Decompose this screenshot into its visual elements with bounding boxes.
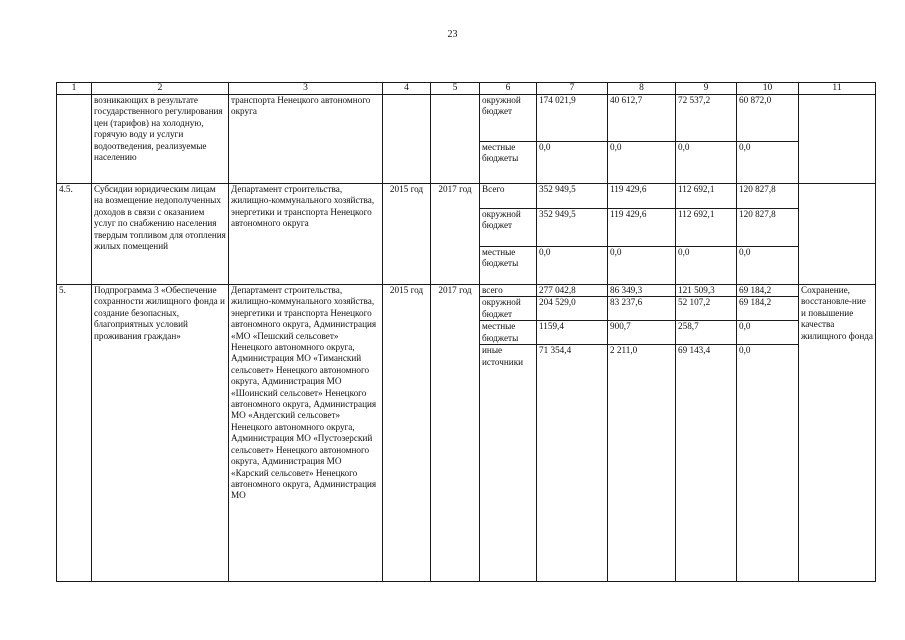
source-label: Всего [480,184,537,209]
goal-cell [799,95,876,184]
row-number-cell: 5. [57,285,92,582]
value-cell: 1159,4 [537,321,608,345]
page-number: 23 [447,29,458,40]
col-header: 1 [57,83,92,95]
col-header: 5 [431,83,480,95]
goal-cell [799,184,876,285]
value-cell: 69 143,4 [676,345,737,582]
value-cell: 0,0 [537,142,608,184]
value-cell: 119 429,6 [608,209,676,247]
table-row [57,95,876,142]
col-header: 10 [737,83,799,95]
value-cell: 60 872,0 [737,95,799,142]
row-number-cell: 4.5. [57,184,92,285]
start-year-cell: 2015 год [383,184,431,285]
end-year-cell [431,95,480,184]
col-header: 8 [608,83,676,95]
measure-cell: Субсидии юридическим лицам на возмещение недополученных доходов в связи с оказанием услуг по снабжению населения твердым топливом для отопления жилых помещений [92,184,229,285]
source-label: местные бюджеты [480,321,537,345]
value-cell: 69 184,2 [737,285,799,297]
value-cell: 0,0 [737,321,799,345]
value-cell: 0,0 [608,247,676,285]
start-year-cell: 2015 год [383,285,431,582]
value-cell: 83 237,6 [608,297,676,321]
value-cell: 86 349,3 [608,285,676,297]
row-number-cell [57,95,92,184]
value-cell: 0,0 [737,345,799,582]
value-cell: 71 354,4 [537,345,608,582]
measure-cell: возникающих в результате государственного регулирования цен (тарифов) на холодную, горячую воду и услуги водоотведения, реализуемые населению [92,95,229,184]
end-year-cell: 2017 год [431,184,480,285]
table-header-row [57,83,876,95]
table-row [57,184,876,209]
value-cell: 52 107,2 [676,297,737,321]
col-header: 3 [229,83,383,95]
value-cell: 72 537,2 [676,95,737,142]
source-label: всего [480,285,537,297]
value-cell: 277 042,8 [537,285,608,297]
source-label: окружной бюджет [480,95,537,142]
value-cell: 112 692,1 [676,209,737,247]
value-cell: 0,0 [608,142,676,184]
col-header: 9 [676,83,737,95]
col-header: 11 [799,83,876,95]
source-label: местные бюджеты [480,142,537,184]
value-cell: 119 429,6 [608,184,676,209]
col-header: 2 [92,83,229,95]
value-cell: 0,0 [737,142,799,184]
goal-cell: Сохранение, восстановле-ние и повышение качества жилищного фонда [799,285,876,582]
value-cell: 352 949,5 [537,184,608,209]
col-header: 6 [480,83,537,95]
value-cell: 0,0 [676,142,737,184]
value-cell: 121 509,3 [676,285,737,297]
program-table [56,82,876,582]
source-label: местные бюджеты [480,247,537,285]
start-year-cell [383,95,431,184]
value-cell: 0,0 [676,247,737,285]
value-cell: 0,0 [537,247,608,285]
value-cell: 352 949,5 [537,209,608,247]
col-header: 4 [383,83,431,95]
value-cell: 112 692,1 [676,184,737,209]
value-cell: 0,0 [737,247,799,285]
source-label: окружной бюджет [480,209,537,247]
measure-cell: Подпрограмма 3 «Обеспечение сохранности жилищного фонда и создание безопасных, благоприятных условий проживания граждан» [92,285,229,582]
value-cell: 69 184,2 [737,297,799,321]
value-cell: 40 612,7 [608,95,676,142]
value-cell: 258,7 [676,321,737,345]
value-cell: 120 827,8 [737,209,799,247]
end-year-cell: 2017 год [431,285,480,582]
table-row [57,285,876,297]
source-label: иные источники [480,345,537,582]
source-label: окружной бюджет [480,297,537,321]
value-cell: 204 529,0 [537,297,608,321]
col-header: 7 [537,83,608,95]
value-cell: 2 211,0 [608,345,676,582]
executor-cell: Департамент строительства, жилищно-коммунального хозяйства, энергетики и транспорта Ненецкого автономного округа [229,184,383,285]
value-cell: 900,7 [608,321,676,345]
executor-cell: Департамент строительства, жилищно-коммунального хозяйства, энергетики и транспорта Ненецкого автономного округа, Администрация «МО «Пешский сельсовет» Ненецкого автономного округа, Администрация МО «Тиманский сельсовет» Ненецкого автономного округа, Администрация МО «Шоинский сельсовет» Ненецкого автономного округа, Администрация МО «Андегский сельсовет» Ненецкого автономного округа, Администрация МО «Пустозерский сельсовет» Ненецкого автономного округа, Администрация МО «Карский сельсовет» Ненецкого автономного округа, Администрация МО [229,285,383,582]
executor-cell: транспорта Ненецкого автономного округа [229,95,383,184]
value-cell: 120 827,8 [737,184,799,209]
value-cell: 174 021,9 [537,95,608,142]
